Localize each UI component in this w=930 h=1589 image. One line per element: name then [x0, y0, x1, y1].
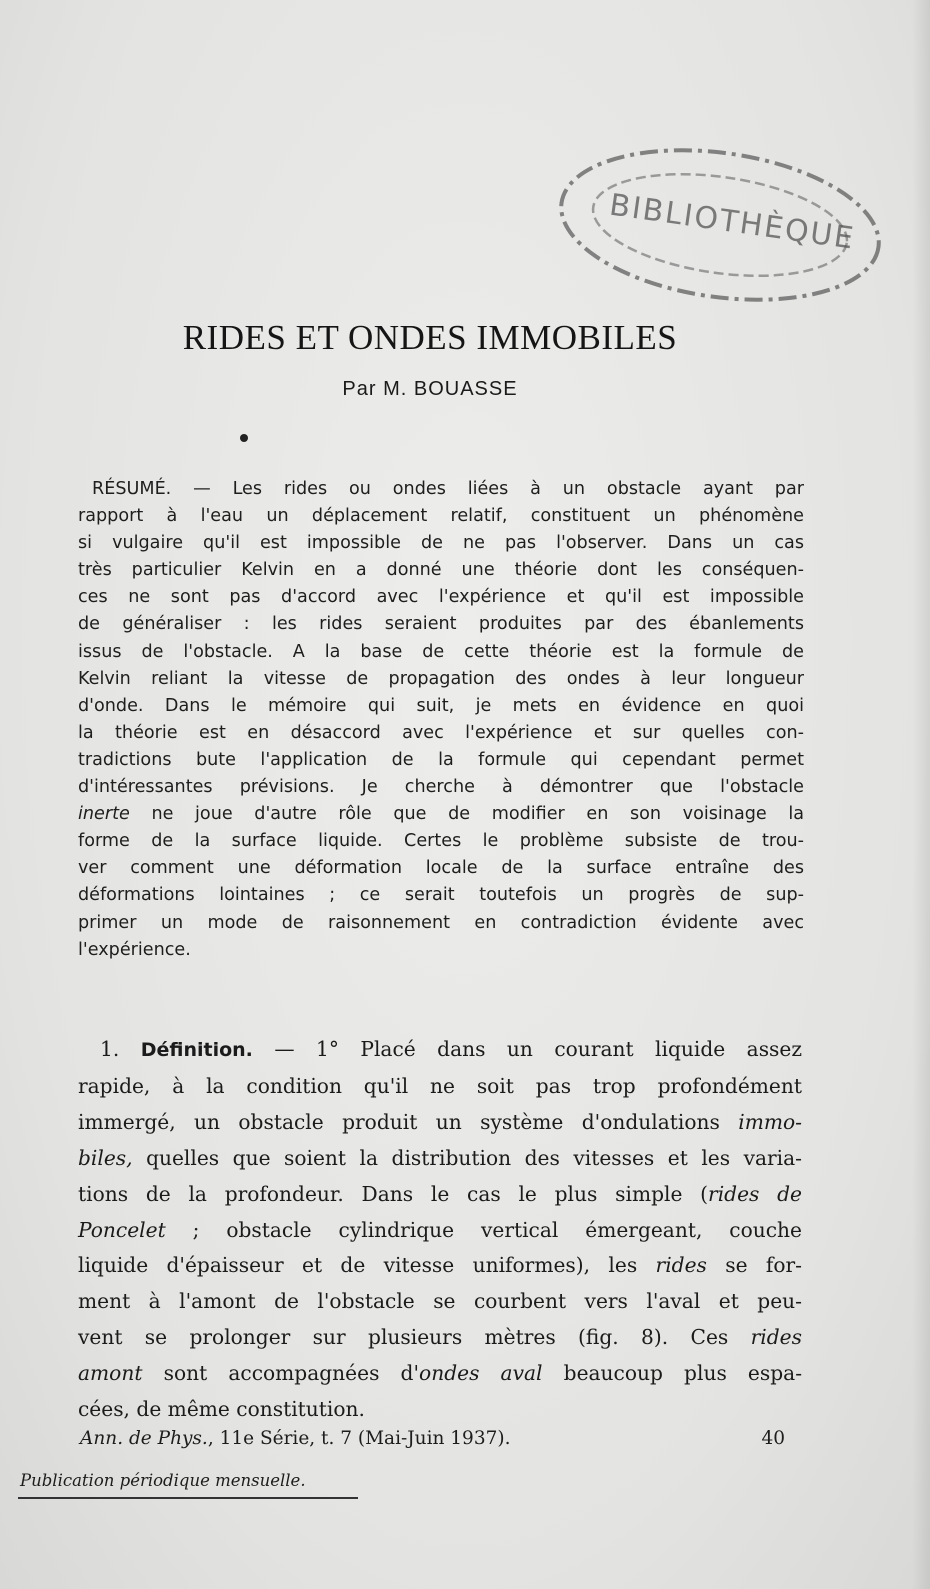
abstract-line: si vulgaire qu'il est impossible de ne pas l'observer. Dans un cas: [78, 533, 804, 554]
journal-footer: [80, 1428, 785, 1449]
article-author: Par M. BOUASSE: [342, 378, 518, 400]
abstract-line: rapport à l'eau un déplacement relatif, constituent un phénomène: [78, 506, 804, 527]
journal-name: Ann. de Phys.: [80, 1428, 208, 1449]
italic-term: rides: [655, 1253, 707, 1278]
abstract-line: d'onde. Dans le mémoire qui suit, je mets en évidence en quoi: [78, 695, 804, 716]
abstract-line: très particulier Kelvin en a donné une théorie dont les conséquen-: [78, 560, 804, 581]
abstract-line: l'expérience.: [78, 939, 191, 960]
italic-term: Poncelet: [78, 1217, 166, 1242]
abstract-line: la théorie est en désaccord avec l'expérience et sur quelles con-: [78, 722, 804, 743]
section-heading: Définition.: [140, 1039, 253, 1061]
article-title: RIDES ET ONDES IMMOBILES: [182, 318, 678, 357]
body-text: se for-: [725, 1253, 803, 1278]
body-text: immergé, un obstacle produit un système d'ondulations: [78, 1109, 720, 1134]
body-text: — 1° Placé dans un courant liquide assez: [274, 1037, 803, 1061]
italic-term: ondes aval: [419, 1361, 543, 1386]
body-line: [78, 1320, 802, 1356]
abstract-line: ver comment une déformation locale de la surface entraîne des: [78, 858, 804, 879]
abstract-line: Kelvin reliant la vitesse de propagation des ondes à leur longueur: [78, 668, 804, 689]
body-line: [78, 1177, 802, 1213]
body-line: [78, 1105, 802, 1141]
abstract-line: RÉSUMÉ. — Les rides ou ondes liées à un obstacle ayant par: [92, 479, 804, 499]
body-line: [78, 1356, 802, 1392]
body-text: sont accompagnées d': [163, 1361, 420, 1386]
italic-term: rides: [750, 1325, 802, 1350]
body-line: rapide, à la condition qu'il ne soit pas trop profondément: [78, 1073, 802, 1098]
abstract-line: de généraliser : les rides seraient produites par des ébanlements: [78, 614, 804, 635]
print-dot: [240, 434, 248, 442]
body-line: cées, de même constitution.: [78, 1397, 365, 1422]
body-text: liquide d'épaisseur et de vitesse uniformes), les: [78, 1253, 638, 1278]
italic-term: rides de: [708, 1181, 803, 1206]
page-edge-shadow: [912, 0, 930, 1589]
abstract-line: forme de la surface liquide. Certes le problème subsiste de trou-: [78, 831, 804, 852]
section-number: 1.: [100, 1037, 120, 1061]
publication-rule: [18, 1497, 358, 1499]
abstract-line: issus de l'obstacle. A la base de cette théorie est la formule de: [78, 641, 804, 662]
body-text: beaucoup plus espa-: [563, 1361, 803, 1386]
body-line: [78, 1213, 802, 1249]
body-line: [78, 1248, 802, 1284]
italic-word: inerte: [78, 804, 130, 825]
journal-series: , 11e Série, t. 7 (Mai-Juin 1937).: [207, 1428, 511, 1449]
abstract-line: primer un mode de raisonnement en contradiction évidente avec: [78, 912, 804, 933]
body-text: tions de la profondeur. Dans le cas le plus simple (: [78, 1181, 709, 1206]
svg-text:BIBLIOTHÈQUE: BIBLIOTHÈQUE: [607, 187, 858, 257]
body-line: [78, 1032, 802, 1069]
section-definition: [78, 1032, 802, 1428]
abstract: [78, 476, 804, 964]
abstract-line: tradictions bute l'application de la formule qui cependant permet: [78, 749, 804, 770]
italic-term: amont: [78, 1361, 143, 1386]
italic-term: immo-: [738, 1109, 802, 1134]
abstract-line: déformations lointaines ; ce serait toutefois un progrès de sup-: [78, 885, 804, 906]
body-line: ment à l'amont de l'obstacle se courbent vers l'aval et peu-: [78, 1289, 802, 1314]
abstract-line: d'intéressantes prévisions. Je cherche à démontrer que l'obstacle: [78, 777, 804, 798]
abstract-line: ces ne sont pas d'accord avec l'expérience et qu'il est impossible: [78, 587, 804, 608]
body-text: quelles que soient la distribution des vitesses et les varia-: [146, 1145, 803, 1170]
page-number: 40: [761, 1428, 785, 1449]
body-text: ; obstacle cylindrique vertical émergeant, couche: [192, 1217, 803, 1242]
publication-note: Publication périodique mensuelle.: [20, 1471, 306, 1490]
body-line: [78, 1141, 802, 1177]
abstract-line-text: ne joue d'autre rôle que de modifier en son voisinage la: [151, 804, 805, 825]
abstract-line: [78, 801, 804, 828]
library-stamp: [548, 130, 893, 320]
italic-term: biles,: [78, 1145, 133, 1170]
body-text: vent se prolonger sur plusieurs mètres (fig. 8). Ces: [78, 1325, 729, 1350]
